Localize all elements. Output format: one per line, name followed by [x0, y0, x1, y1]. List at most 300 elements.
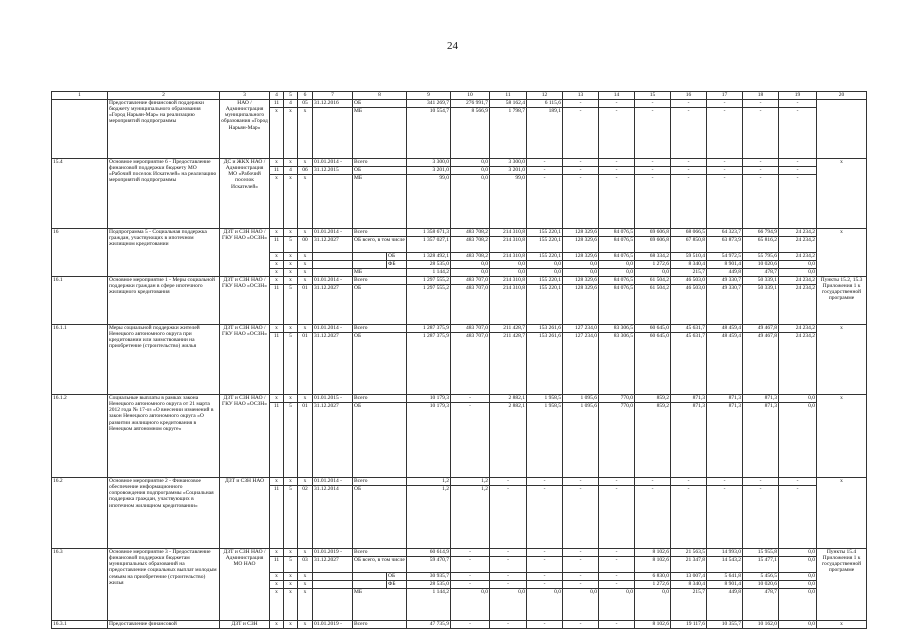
value-cell: 59 510,4	[671, 253, 707, 261]
value-cell: 30 935,7	[407, 573, 451, 581]
code-cell: х	[270, 108, 284, 159]
column-header: 15	[635, 92, 671, 100]
value-cell: -	[563, 573, 599, 581]
table-body	[52, 92, 867, 629]
value-cell: -	[599, 167, 635, 175]
value-cell: -	[490, 478, 527, 486]
executor: ДЗТ и СЗН НАО / ГКУ НАО «ОСЗН»	[220, 277, 270, 325]
source-cell: ОБ	[353, 333, 407, 395]
code-cell: х	[284, 621, 298, 629]
period-cell: 01.01.2014 -	[313, 478, 353, 486]
value-cell: 0,0	[527, 269, 563, 277]
value-cell: 50 339,1	[743, 285, 779, 325]
period-cell: 01.01.2014 -	[313, 277, 353, 285]
value-cell: 13 007,4	[671, 573, 707, 581]
value-cell: -	[527, 478, 563, 486]
value-cell: -	[743, 100, 779, 108]
value-cell: 99,0	[490, 175, 527, 229]
value-cell: -	[779, 175, 817, 229]
value-cell: -	[451, 581, 490, 589]
source-cell: ОБ	[353, 403, 407, 478]
code-cell: 5	[284, 403, 298, 478]
code-cell: 5	[284, 557, 298, 573]
value-cell: 449,8	[707, 269, 743, 277]
value-cell: 1,2	[451, 478, 490, 486]
value-cell: 5 641,8	[707, 573, 743, 581]
row-number	[52, 100, 108, 159]
value-cell: -	[743, 175, 779, 229]
value-cell: 67 850,8	[671, 237, 707, 253]
code-cell: х	[298, 589, 313, 621]
value-cell: 0,0	[779, 403, 817, 478]
value-cell: 6 830,0	[635, 573, 671, 581]
period-cell: 31.12.2027	[313, 333, 353, 395]
code-cell: х	[298, 229, 313, 237]
value-cell: -	[527, 175, 563, 229]
value-cell: 0,0	[527, 261, 563, 269]
value-cell: 483 707,0	[451, 285, 490, 325]
code-cell: 11	[270, 100, 284, 108]
value-cell: -	[779, 478, 817, 486]
value-cell: -	[563, 108, 599, 159]
code-cell: х	[298, 253, 313, 261]
value-cell: -	[671, 175, 707, 229]
value-cell: 0,0	[563, 269, 599, 277]
value-cell: 83 306,5	[599, 325, 635, 333]
code-cell: х	[298, 395, 313, 403]
code-cell: х	[298, 108, 313, 159]
note-cell: х	[817, 229, 867, 277]
note-cell: х	[817, 478, 867, 549]
column-header: 14	[599, 92, 635, 100]
code-cell: х	[270, 277, 284, 285]
value-cell: -	[707, 159, 743, 167]
value-cell: 1 297 555,2	[407, 285, 451, 325]
value-cell: -	[707, 175, 743, 229]
value-cell: -	[671, 159, 707, 167]
code-cell: х	[284, 573, 298, 581]
value-cell: -	[671, 108, 707, 159]
activity-name: Меры социальной поддержки жителей Ненецкого автономного округа при кредитовании или заимствовании на приобретение (строительство) жилья	[108, 325, 220, 395]
code-cell: х	[298, 277, 313, 285]
period-cell: 31.12.2016	[313, 100, 353, 108]
value-cell: 49 330,7	[707, 285, 743, 325]
value-cell: -	[563, 100, 599, 108]
value-cell: -	[451, 621, 490, 629]
value-cell: -	[743, 486, 779, 549]
value-cell: 10 020,6	[743, 261, 779, 269]
value-cell: -	[563, 478, 599, 486]
value-cell: 1 095,6	[563, 395, 599, 403]
value-cell: 21 347,8	[671, 557, 707, 573]
column-header: 16	[671, 92, 707, 100]
source-cell: ОБ всего, в том числе	[353, 237, 407, 253]
value-cell: 49 467,8	[743, 325, 779, 333]
value-cell: -	[635, 167, 671, 175]
value-cell: -	[599, 573, 635, 581]
value-cell: 0,0	[451, 175, 490, 229]
code-cell: 11	[270, 557, 284, 573]
value-cell: 153 261,6	[527, 325, 563, 333]
value-cell: 478,7	[743, 269, 779, 277]
value-cell: 871,3	[707, 395, 743, 403]
value-cell: 153 261,6	[527, 333, 563, 395]
source-indent-cell	[353, 573, 387, 581]
value-cell: 59 470,7	[407, 557, 451, 573]
value-cell: 45 631,7	[671, 325, 707, 333]
code-cell: х	[284, 581, 298, 589]
source-sub-cell: ОБ	[387, 573, 407, 581]
value-cell: 483 708,2	[451, 229, 490, 237]
value-cell: 1,2	[451, 486, 490, 549]
value-cell: 3 300,0	[490, 159, 527, 167]
value-cell: 99,0	[407, 175, 451, 229]
value-cell: 24 234,2	[779, 277, 817, 285]
value-cell: 8 102,6	[635, 549, 671, 557]
value-cell: -	[451, 395, 490, 403]
table-row	[52, 277, 867, 285]
code-cell: х	[270, 395, 284, 403]
period-cell	[313, 261, 353, 269]
value-cell: 1 095,6	[563, 403, 599, 478]
code-cell: 4	[284, 167, 298, 175]
activity-name: Основное мероприятие 6 - Предоставление финансовой поддержки бюджету МО «Рабочий поселок Искателей» на реализацию мероприятий подпрограммы	[108, 159, 220, 229]
executor: ДЗТ и СЗН	[220, 621, 270, 629]
value-cell: 10 554,7	[407, 108, 451, 159]
period-cell: 01.01.2015 -	[313, 395, 353, 403]
value-cell: 24 234,2	[779, 237, 817, 253]
period-cell: 31.12.2027	[313, 285, 353, 325]
value-cell: 1 328 492,1	[407, 253, 451, 261]
value-cell: -	[779, 486, 817, 549]
period-cell: 01.01.2014 -	[313, 325, 353, 333]
value-cell: 10 355,7	[707, 621, 743, 629]
value-cell: -	[599, 175, 635, 229]
value-cell: 0,0	[451, 269, 490, 277]
value-cell: 214 310,8	[490, 229, 527, 237]
executor: ДЗТ и СЗН НАО / ГКУ НАО «ОСЗН»	[220, 325, 270, 395]
value-cell: 48 459,4	[707, 333, 743, 395]
value-cell: 1 144,2	[407, 269, 451, 277]
code-cell: х	[298, 573, 313, 581]
table-row	[52, 478, 867, 486]
row-number: 16	[52, 229, 108, 277]
code-cell: 03	[298, 557, 313, 573]
value-cell: 1 287 375,9	[407, 333, 451, 395]
value-cell: 84 076,5	[599, 229, 635, 237]
value-cell: 859,2	[635, 395, 671, 403]
value-cell: 871,3	[671, 403, 707, 478]
value-cell: -	[527, 557, 563, 573]
value-cell: 770,0	[599, 403, 635, 478]
value-cell: 60 614,9	[407, 549, 451, 557]
value-cell: 127 234,0	[563, 333, 599, 395]
source-cell: Всего	[353, 621, 407, 629]
activity-name: Социальные выплаты в рамках закона Ненецкого автономного округа от 21 марта 2012 года № 17-оз «О внесении изменений в закон Ненецкого автономного округа «О развитии жилищного кредитования в Ненецком автономном округе»	[108, 395, 220, 478]
period-cell: 01.01.2014 -	[313, 229, 353, 237]
period-cell: 31.12.2027	[313, 557, 353, 573]
value-cell: -	[743, 167, 779, 175]
code-cell: х	[270, 621, 284, 629]
page-number: 24	[447, 40, 458, 52]
code-cell: 11	[270, 486, 284, 549]
code-cell: х	[298, 581, 313, 589]
value-cell: -	[707, 167, 743, 175]
value-cell: 1 798,7	[490, 108, 527, 159]
value-cell: -	[599, 478, 635, 486]
code-cell: х	[270, 269, 284, 277]
column-header: 17	[707, 92, 743, 100]
value-cell: 483 708,2	[451, 237, 490, 253]
value-cell: -	[563, 175, 599, 229]
value-cell: -	[490, 557, 527, 573]
code-cell: 01	[298, 285, 313, 325]
value-cell: 0,0	[451, 589, 490, 621]
value-cell: 871,3	[743, 395, 779, 403]
value-cell: 0,0	[490, 261, 527, 269]
source-cell: Всего	[353, 229, 407, 237]
value-cell: -	[490, 573, 527, 581]
value-cell: 63 873,9	[707, 237, 743, 253]
value-cell: 8 340,4	[671, 581, 707, 589]
period-cell: 01.01.2019 -	[313, 549, 353, 557]
period-cell	[313, 589, 353, 621]
value-cell: -	[707, 100, 743, 108]
value-cell: 8 102,6	[635, 621, 671, 629]
value-cell: -	[490, 621, 527, 629]
row-number: 16.2	[52, 478, 108, 549]
value-cell: 189,1	[527, 108, 563, 159]
code-cell: 11	[270, 285, 284, 325]
source-cell: ОБ	[353, 167, 407, 175]
note-cell: х	[817, 621, 867, 629]
value-cell: -	[563, 159, 599, 167]
code-cell: х	[284, 395, 298, 403]
value-cell: -	[635, 159, 671, 167]
column-header: 10	[451, 92, 490, 100]
value-cell: 60 645,0	[635, 325, 671, 333]
value-cell: -	[451, 549, 490, 557]
executor: ДЗТ и СЗН НАО / ГКУ НАО «ОСЗН»	[220, 395, 270, 478]
value-cell: -	[490, 549, 527, 557]
code-cell: 5	[284, 285, 298, 325]
value-cell: 0,0	[779, 557, 817, 573]
value-cell: 15 477,1	[743, 557, 779, 573]
period-cell: 31.12.2027	[313, 403, 353, 478]
code-cell: х	[284, 478, 298, 486]
value-cell: 449,8	[707, 589, 743, 621]
executor: НАО / Администрация муниципального образования «Город Нарьян-Мар»	[220, 100, 270, 159]
value-cell: -	[779, 108, 817, 159]
value-cell: 3 300,0	[407, 159, 451, 167]
source-cell: ОБ	[353, 100, 407, 108]
code-cell: х	[270, 581, 284, 589]
code-cell: х	[284, 175, 298, 229]
value-cell: 50 339,1	[743, 277, 779, 285]
code-cell: х	[298, 325, 313, 333]
value-cell: 214 310,8	[490, 285, 527, 325]
column-header: 18	[743, 92, 779, 100]
value-cell: 10 179,3	[407, 403, 451, 478]
value-cell: 1 958,5	[527, 403, 563, 478]
value-cell: 58 162,4	[490, 100, 527, 108]
executor: ДЗТ и СЗН НАО	[220, 478, 270, 549]
value-cell: -	[451, 573, 490, 581]
value-cell: -	[743, 478, 779, 486]
value-cell: 84 076,5	[599, 277, 635, 285]
table-row	[52, 621, 867, 629]
source-cell: Всего	[353, 277, 407, 285]
code-cell: 5	[284, 237, 298, 253]
code-cell: х	[284, 229, 298, 237]
value-cell: 1 958,5	[527, 395, 563, 403]
value-cell: -	[527, 581, 563, 589]
value-cell: 10 162,0	[743, 621, 779, 629]
value-cell: 478,7	[743, 589, 779, 621]
value-cell: 0,0	[563, 261, 599, 269]
value-cell: 1 357 027,1	[407, 237, 451, 253]
column-number-row	[52, 92, 867, 100]
value-cell: 55 795,6	[743, 253, 779, 261]
value-cell: 155 220,1	[527, 229, 563, 237]
activity-name: Предоставление финансовой поддержки бюджету муниципального образования «Город Нарьян-Мар» на реализацию мероприятий подпрограммы	[108, 100, 220, 159]
code-cell: х	[298, 549, 313, 557]
value-cell: -	[527, 573, 563, 581]
period-cell: 31.12.2027	[313, 237, 353, 253]
code-cell: х	[284, 269, 298, 277]
source-sub-cell: ФБ	[387, 261, 407, 269]
code-cell: 05	[298, 100, 313, 108]
value-cell: -	[779, 167, 817, 175]
value-cell: -	[635, 478, 671, 486]
value-cell: -	[490, 581, 527, 589]
value-cell: 276 991,7	[451, 100, 490, 108]
value-cell: -	[671, 100, 707, 108]
value-cell: 14 993,0	[707, 549, 743, 557]
value-cell: -	[671, 478, 707, 486]
source-cell: МБ	[353, 175, 407, 229]
note-cell: х	[817, 325, 867, 395]
source-cell: Всего	[353, 549, 407, 557]
value-cell: -	[527, 621, 563, 629]
value-cell: 68 334,2	[635, 253, 671, 261]
period-cell	[313, 269, 353, 277]
value-cell: 46 503,0	[671, 285, 707, 325]
value-cell: 65 816,2	[743, 237, 779, 253]
code-cell: х	[284, 261, 298, 269]
source-indent-cell	[353, 253, 387, 261]
value-cell: -	[490, 486, 527, 549]
value-cell: 46 503,0	[671, 277, 707, 285]
code-cell: 01	[298, 403, 313, 478]
value-cell: 483 708,2	[451, 253, 490, 261]
executor: ДЗТ и СЗН НАО / ГКУ НАО «ОСЗН»	[220, 229, 270, 277]
value-cell: 24 234,2	[779, 333, 817, 395]
code-cell: х	[284, 253, 298, 261]
value-cell: 214 310,8	[490, 277, 527, 285]
value-cell: 0,0	[490, 589, 527, 621]
value-cell: 45 631,7	[671, 333, 707, 395]
value-cell: 8 901,4	[707, 261, 743, 269]
value-cell: 871,3	[671, 395, 707, 403]
row-number: 16.3.1	[52, 621, 108, 629]
code-cell: х	[270, 325, 284, 333]
code-cell: х	[284, 549, 298, 557]
value-cell: -	[563, 557, 599, 573]
value-cell: 24 234,2	[779, 229, 817, 237]
code-cell: 4	[284, 100, 298, 108]
value-cell: 28 535,0	[407, 581, 451, 589]
note-cell: х	[817, 159, 867, 229]
value-cell: 6 115,6	[527, 100, 563, 108]
code-cell: х	[270, 229, 284, 237]
activity-name: Подпрограмма 5 - Социальная поддержка граждан, участвующих в ипотечном жилищном кредитовании	[108, 229, 220, 277]
value-cell: 24 234,2	[779, 253, 817, 261]
code-cell: 01	[298, 333, 313, 395]
value-cell: -	[707, 108, 743, 159]
value-cell: -	[743, 159, 779, 167]
value-cell: 0,0	[779, 261, 817, 269]
value-cell: 24 234,2	[779, 285, 817, 325]
value-cell: 1 297 555,2	[407, 277, 451, 285]
source-cell: Всего	[353, 395, 407, 403]
value-cell: 60 645,0	[635, 333, 671, 395]
value-cell: 21 563,5	[671, 549, 707, 557]
value-cell: 155 220,1	[527, 285, 563, 325]
value-cell: 214 310,8	[490, 237, 527, 253]
source-cell: МБ	[353, 108, 407, 159]
value-cell: 69 606,8	[635, 229, 671, 237]
value-cell: 84 076,5	[599, 285, 635, 325]
value-cell: 8 340,4	[671, 261, 707, 269]
value-cell: -	[599, 108, 635, 159]
value-cell: 0,0	[527, 589, 563, 621]
column-header: 6	[298, 92, 313, 100]
column-header: 4	[270, 92, 284, 100]
note-cell: Пункты 15.4 Приложения 1 к государственной программе	[817, 549, 867, 621]
value-cell: -	[707, 478, 743, 486]
value-cell: -	[599, 621, 635, 629]
row-number: 16.1.1	[52, 325, 108, 395]
code-cell: х	[270, 159, 284, 167]
value-cell: 0,0	[599, 261, 635, 269]
value-cell: 483 707,0	[451, 325, 490, 333]
source-cell: МБ	[353, 269, 407, 277]
value-cell: 128 329,6	[563, 229, 599, 237]
budget-table	[51, 91, 867, 629]
value-cell: 1 144,2	[407, 589, 451, 621]
value-cell: 8 102,6	[635, 557, 671, 573]
value-cell: 66 794,9	[743, 229, 779, 237]
column-header: 13	[563, 92, 599, 100]
value-cell: 341 269,7	[407, 100, 451, 108]
value-cell: 215,7	[671, 589, 707, 621]
executor: ДС и ЖКХ НАО / Администрация МО «Рабочий поселок Искателей»	[220, 159, 270, 229]
period-cell	[313, 108, 353, 159]
value-cell: 2 882,1	[490, 403, 527, 478]
value-cell: 0,0	[779, 269, 817, 277]
value-cell: 128 329,6	[563, 285, 599, 325]
table-row	[52, 229, 867, 237]
column-header: 8	[353, 92, 407, 100]
period-cell	[313, 573, 353, 581]
column-header: 5	[284, 92, 298, 100]
row-number: 16.1.2	[52, 395, 108, 478]
period-cell: 31.12.2015	[313, 167, 353, 175]
value-cell: -	[671, 167, 707, 175]
value-cell: 0,0	[490, 269, 527, 277]
value-cell: -	[563, 581, 599, 589]
